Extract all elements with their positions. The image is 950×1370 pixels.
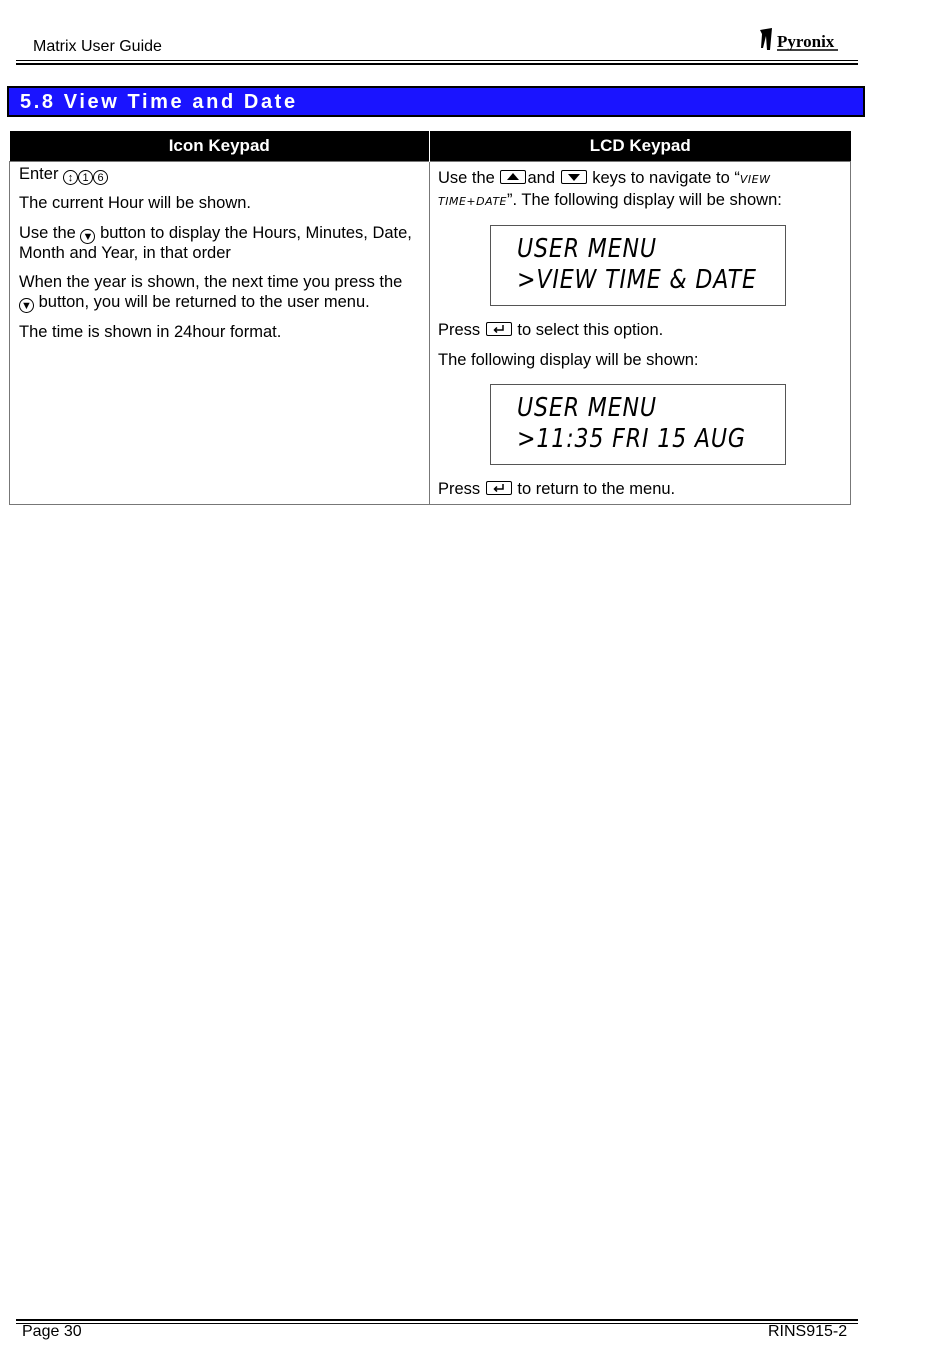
section-title: 5.8 View Time and Date: [20, 91, 298, 113]
lcd-display-1: [490, 225, 786, 306]
lcd-display-2: [490, 384, 786, 465]
up-down-key-icon: ↕: [63, 170, 78, 185]
press-select-text: Press to select this option.: [438, 321, 664, 339]
document-code: RINS915-2: [768, 1323, 848, 1340]
footer-rule: [16, 1319, 858, 1321]
column-header-lcd-keypad: LCD Keypad: [430, 131, 851, 162]
footer-rule-2: [16, 1323, 858, 1324]
down-arrow-key-icon: ▼: [80, 229, 95, 244]
press-return-text: Press to return to the menu.: [438, 480, 676, 498]
keypad-instructions-table: [9, 131, 851, 505]
enter-label: Enter: [19, 165, 59, 183]
header-rule: [16, 60, 858, 61]
up-arrow-key-icon: [500, 170, 526, 184]
lcd-line-1: USER MENU: [517, 234, 657, 264]
down-arrow-key-icon: ▼: [19, 298, 34, 313]
svg-text:Pyronix: Pyronix: [777, 32, 835, 51]
lcd-menu-option-text: VIEW TIME+DATE: [438, 173, 771, 208]
lcd-line-2: >VIEW TIME & DATE: [517, 265, 757, 295]
down-arrow-key-icon: [561, 170, 587, 184]
document-title: Matrix User Guide: [33, 38, 162, 55]
icon-keypad-cell: [10, 162, 430, 505]
lcd-line-2: >11:35 FRI 15 AUG: [517, 424, 746, 454]
key-6: 6: [93, 170, 108, 185]
page-number: Page 30: [22, 1323, 82, 1340]
key-1: 1: [78, 170, 93, 185]
pyronix-logo: [758, 26, 842, 54]
column-header-icon-keypad: Icon Keypad: [10, 131, 430, 162]
current-hour-text: The current Hour will be shown.: [19, 194, 252, 212]
lcd-line-1: USER MENU: [517, 393, 657, 423]
display-order-text: Use the ▼ button to display the Hours, Minutes, Date, Month and Year, in that order: [19, 223, 412, 262]
section-heading: [7, 86, 865, 117]
lcd-keypad-cell: [430, 162, 851, 505]
navigate-text: Use the and keys to navigate to “VIEW TIME+DATE”. The following display will be shown:: [438, 169, 782, 209]
enter-key-icon: [486, 481, 512, 495]
header-rule-2: [16, 63, 858, 65]
time-format-text: The time is shown in 24hour format.: [19, 322, 282, 341]
enter-key-icon: [486, 322, 512, 336]
following-display-text: The following display will be shown:: [438, 351, 699, 369]
year-return-text: When the year is shown, the next time you press the ▼ button, you will be returned to the user menu.: [19, 273, 403, 312]
